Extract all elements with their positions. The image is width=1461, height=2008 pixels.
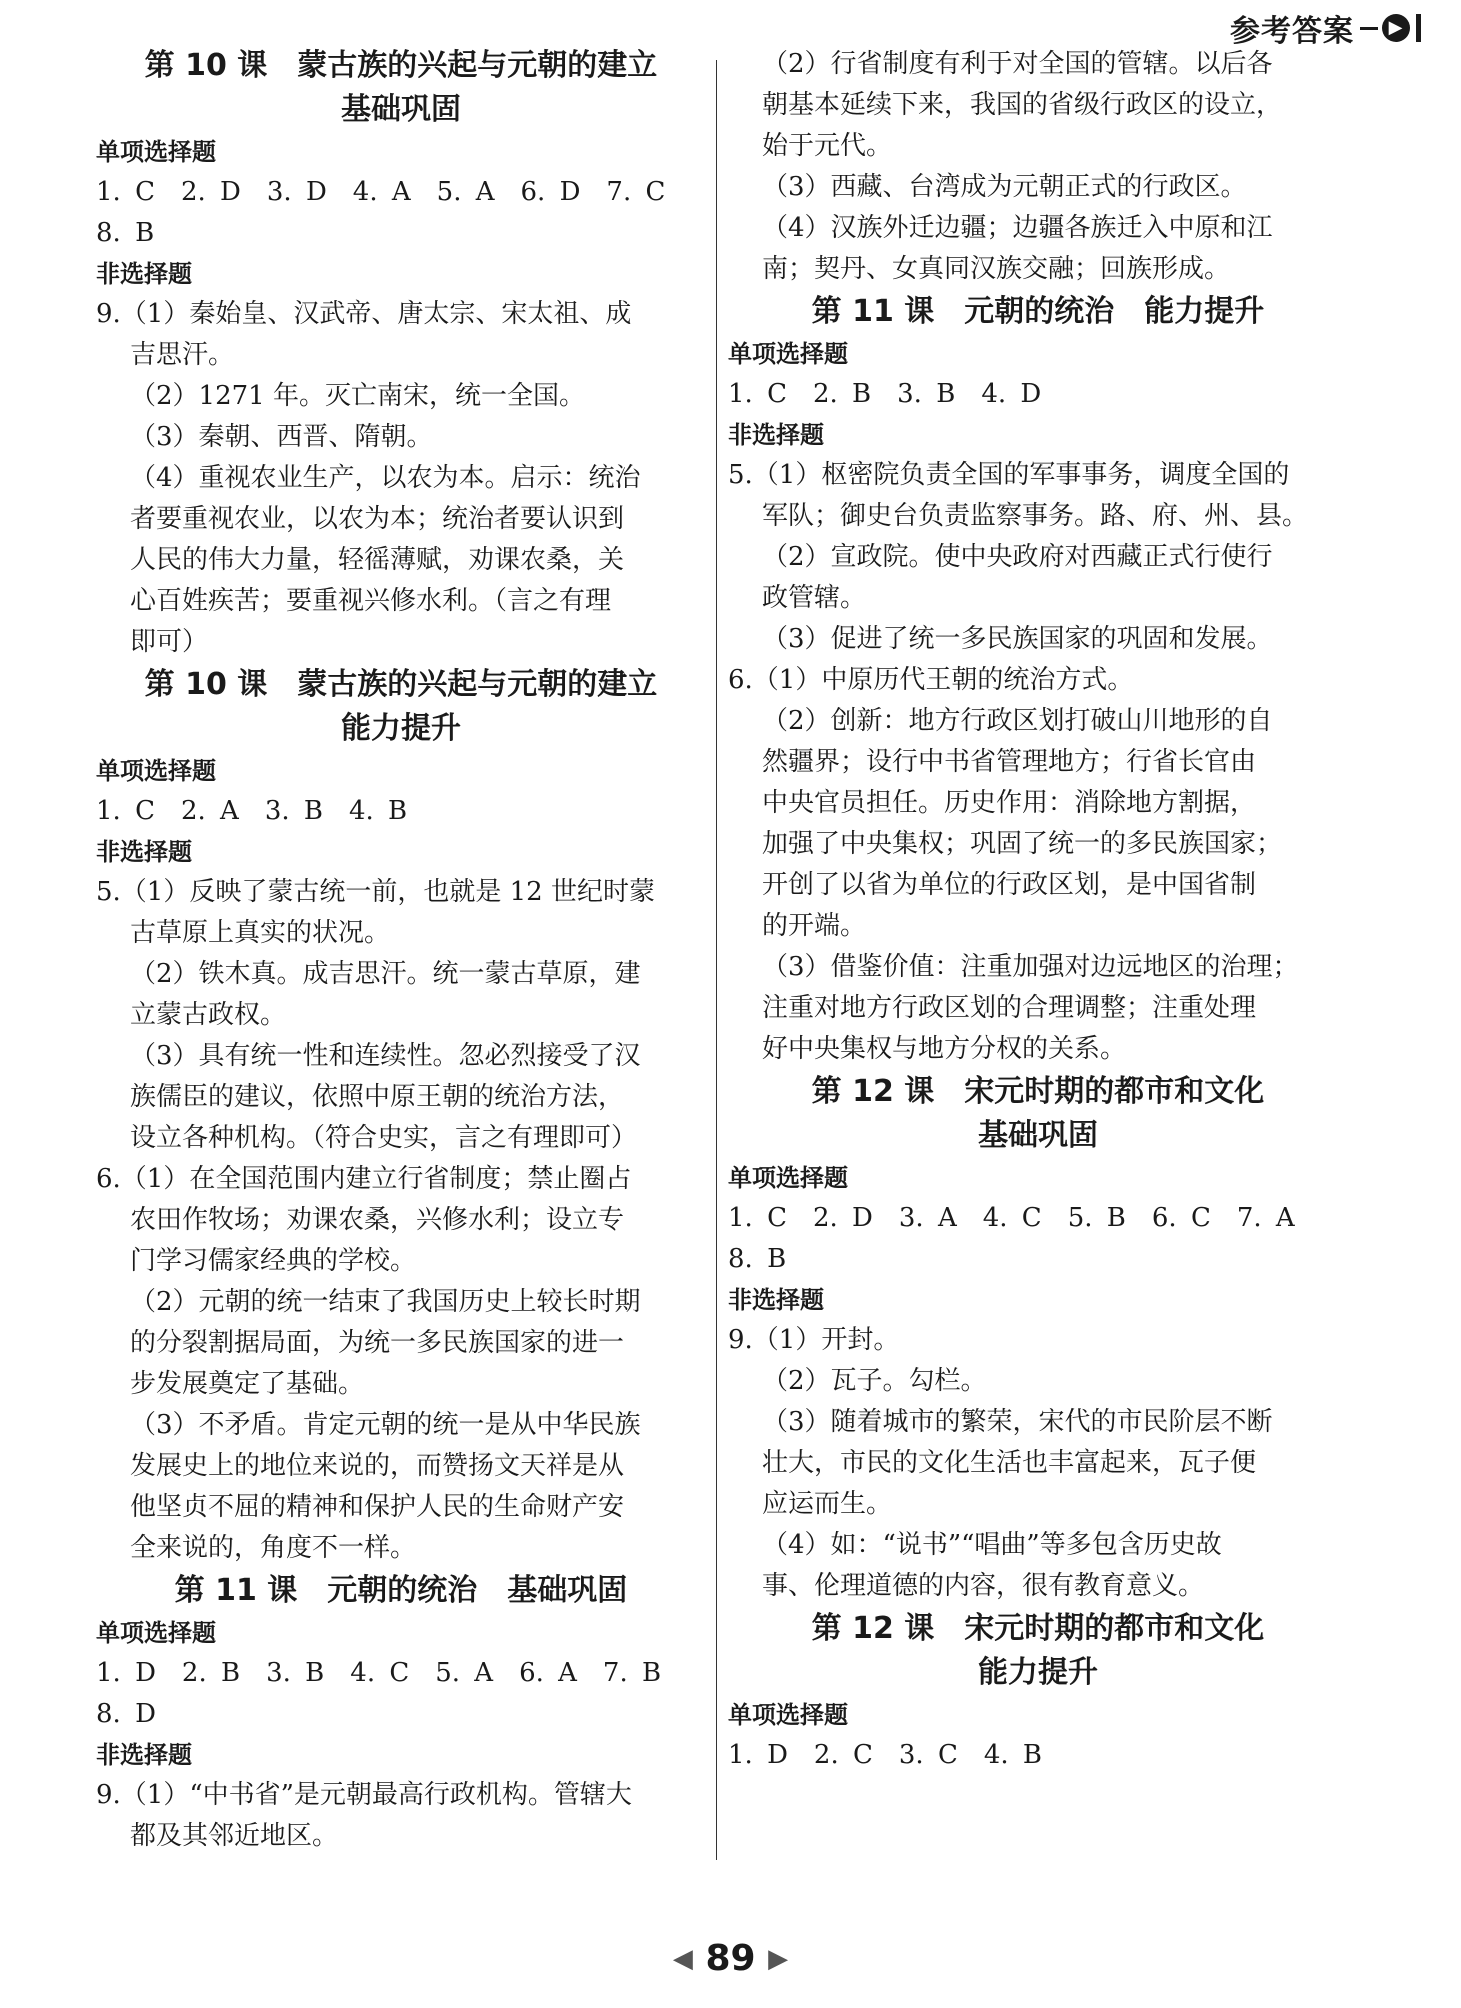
section-label: 非选择题: [728, 421, 824, 449]
answer-row: 1. D 2. C 3. C 4. B: [728, 1740, 1043, 1770]
answer-line: （3）随着城市的繁荣，宋代的市民阶层不断: [762, 1407, 1273, 1437]
page-number: 89: [705, 1938, 756, 1979]
column-divider: [716, 60, 717, 1860]
answer-line: 全来说的，角度不一样。: [130, 1533, 417, 1563]
answer-line: 即可）: [130, 627, 209, 657]
answer-line: 的开端。: [762, 911, 867, 941]
section-label: 单项选择题: [728, 1701, 848, 1729]
answer-line: 族儒臣的建议，依照中原王朝的统治方法，: [130, 1082, 625, 1112]
answer-line: 步发展奠定了基础。: [130, 1369, 365, 1399]
answer-line: （3）具有统一性和连续性。忽必烈接受了汉: [130, 1041, 641, 1071]
answer-line: 他坚贞不屈的精神和保护人民的生命财产安: [130, 1492, 625, 1522]
answer-row: 1. C 2. D 3. D 4. A 5. A 6. D 7. C: [96, 177, 666, 207]
answer-row: 8. D: [96, 1699, 156, 1729]
answer-row: 8. B: [728, 1244, 787, 1274]
section-label: 单项选择题: [96, 1619, 216, 1647]
section-label: 单项选择题: [96, 757, 216, 785]
lesson-title: 第 11 课 元朝的统治 基础巩固: [174, 1573, 628, 1608]
lesson-title: 第 11 课 元朝的统治 能力提升: [811, 294, 1265, 329]
answer-line: 应运而生。: [762, 1489, 893, 1519]
header-title: 参考答案: [1230, 14, 1354, 49]
question-line: 9.（1）“中书省”是元朝最高行政机构。管辖大: [96, 1780, 632, 1810]
answer-line: 古草原上真实的状况。: [130, 918, 391, 948]
lesson-title: 基础巩固: [978, 1118, 1098, 1153]
lesson-title: 第 12 课 宋元时期的都市和文化: [811, 1074, 1265, 1109]
answer-line: （2）创新：地方行政区划打破山川地形的自: [762, 706, 1273, 736]
answer-line: （3）秦朝、西晋、隋朝。: [130, 422, 433, 452]
answer-line: 立蒙古政权。: [130, 1000, 287, 1030]
answer-row: 1. C 2. D 3. A 4. C 5. B 6. C 7. A: [728, 1203, 1295, 1233]
section-label: 单项选择题: [728, 340, 848, 368]
answer-line: （2）瓦子。勾栏。: [762, 1366, 987, 1396]
right-column: [728, 44, 1348, 1776]
lesson-title: 第 12 课 宋元时期的都市和文化: [811, 1611, 1265, 1646]
answer-line: 门学习儒家经典的学校。: [130, 1246, 417, 1276]
section-label: 非选择题: [96, 260, 192, 288]
answer-line: 加强了中央集权；巩固了统一的多民族国家；: [762, 829, 1283, 859]
answer-line: 事、伦理道德的内容，很有教育意义。: [762, 1571, 1205, 1601]
answer-line: （3）促进了统一多民族国家的巩固和发展。: [762, 624, 1273, 654]
question-line: 9.（1）开封。: [728, 1325, 900, 1355]
question-line: 6.（1）在全国范围内建立行省制度；禁止圈占: [96, 1164, 632, 1194]
question-line: 5.（1）反映了蒙古统一前，也就是 12 世纪时蒙: [96, 877, 655, 907]
answer-line: （4）如：“说书”“唱曲”等多包含历史故: [762, 1530, 1222, 1560]
answer-line: 然疆界；设行中书省管理地方；行省长官由: [762, 747, 1257, 777]
answer-row: 8. B: [96, 218, 155, 248]
answer-line: （2）行省制度有利于对全国的管辖。以后各: [762, 49, 1273, 79]
triangle-left-icon: ◀: [672, 1944, 693, 1974]
section-label: 单项选择题: [96, 138, 216, 166]
answer-line: 中央官员担任。历史作用：消除地方割据，: [762, 788, 1257, 818]
answer-line: 好中央集权与地方分权的关系。: [762, 1034, 1127, 1064]
answer-line: 都及其邻近地区。: [130, 1821, 339, 1851]
lesson-title: 第 10 课 蒙古族的兴起与元朝的建立: [144, 667, 658, 702]
answer-line: （3）不矛盾。肯定元朝的统一是从中华民族: [130, 1410, 641, 1440]
answer-line: 壮大，市民的文化生活也丰富起来，瓦子便: [762, 1448, 1257, 1478]
answer-line: （3）借鉴价值：注重加强对边远地区的治理；: [762, 952, 1299, 982]
triangle-right-icon: ▶: [768, 1944, 789, 1974]
answer-line: 南；契丹、女真同汉族交融；回族形成。: [762, 254, 1231, 284]
section-label: 非选择题: [96, 1741, 192, 1769]
answer-line: 者要重视农业，以农为本；统治者要认识到: [130, 504, 625, 534]
answer-line: 政管辖。: [762, 583, 867, 613]
answer-line: （2）元朝的统一结束了我国历史上较长时期: [130, 1287, 641, 1317]
lesson-title: 能力提升: [341, 711, 461, 746]
answer-line: 人民的伟大力量，轻徭薄赋，劝课农桑，关: [130, 545, 625, 575]
left-column: [96, 44, 706, 1857]
answer-line: （4）重视农业生产，以农为本。启示：统治: [130, 463, 641, 493]
answer-line: 注重对地方行政区划的合理调整；注重处理: [762, 993, 1257, 1023]
lesson-title: 第 10 课 蒙古族的兴起与元朝的建立: [144, 48, 658, 83]
answer-row: 1. D 2. B 3. B 4. C 5. A 6. A 7. B: [96, 1658, 662, 1688]
answer-line: （2）宣政院。使中央政府对西藏正式行使行: [762, 542, 1273, 572]
answer-line: 军队；御史台负责监察事务。路、府、州、县。: [762, 501, 1309, 531]
answer-line: （2）铁木真。成吉思汗。统一蒙古草原，建: [130, 959, 641, 989]
answer-line: 吉思汗。: [130, 340, 235, 370]
question-line: 6.（1）中原历代王朝的统治方式。: [728, 665, 1134, 695]
question-line: 5.（1）枢密院负责全国的军事事务，调度全国的: [728, 460, 1290, 490]
answer-line: 开创了以省为单位的行政区划，是中国省制: [762, 870, 1257, 900]
header-end-bar: [1416, 14, 1421, 42]
answer-line: （2）1271 年。灭亡南宋，统一全国。: [130, 381, 585, 411]
answer-row: 1. C 2. B 3. B 4. D: [728, 379, 1042, 409]
answer-line: （3）西藏、台湾成为元朝正式的行政区。: [762, 172, 1247, 202]
header-dash: [1360, 27, 1378, 30]
section-label: 单项选择题: [728, 1164, 848, 1192]
answer-line: 发展史上的地位来说的，而赞扬文天祥是从: [130, 1451, 625, 1481]
answer-line: 心百姓疾苦；要重视兴修水利。（言之有理: [130, 586, 612, 616]
page-footer: [0, 1938, 1461, 1979]
answer-line: 朝基本延续下来，我国的省级行政区的设立，: [762, 90, 1283, 120]
lesson-title: 能力提升: [978, 1655, 1098, 1690]
answer-line: 始于元代。: [762, 131, 893, 161]
question-line: 9.（1）秦始皇、汉武帝、唐太宗、宋太祖、成: [96, 299, 632, 329]
lesson-title: 基础巩固: [341, 92, 461, 127]
arrow-right-icon: ▶: [1382, 14, 1410, 42]
answer-row: 1. C 2. A 3. B 4. B: [96, 796, 408, 826]
section-label: 非选择题: [728, 1286, 824, 1314]
answer-line: 农田作牧场；劝课农桑，兴修水利；设立专: [130, 1205, 625, 1235]
answer-line: 设立各种机构。（符合史实，言之有理即可）: [130, 1123, 638, 1153]
answer-line: 的分裂割据局面，为统一多民族国家的进一: [130, 1328, 625, 1358]
section-label: 非选择题: [96, 838, 192, 866]
answer-line: （4）汉族外迁边疆；边疆各族迁入中原和江: [762, 213, 1273, 243]
